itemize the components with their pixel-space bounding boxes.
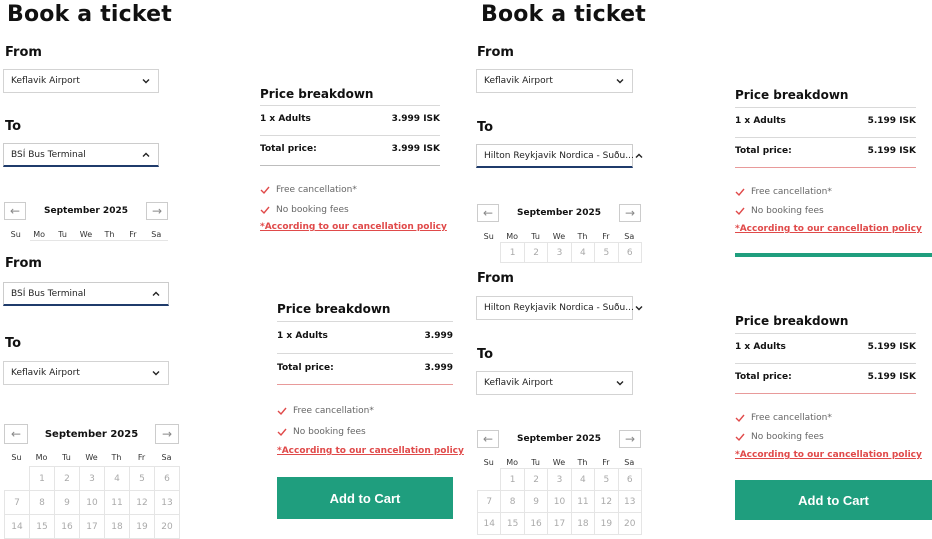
prev-month-button[interactable] — [477, 430, 499, 448]
calendar-empty-cell — [4, 466, 30, 491]
feature-no-booking-fees — [277, 427, 366, 437]
weekday: Mo — [506, 232, 519, 241]
add-to-cart-button[interactable]: Add to Cart — [277, 477, 453, 519]
weekday: Sa — [161, 453, 172, 462]
price-row-adults — [735, 116, 916, 126]
feature-no-booking-fees — [260, 205, 349, 215]
weekday: We — [552, 458, 566, 467]
price-item-label: 1 x Adults — [735, 342, 786, 352]
feature-text: Free cancellation* — [293, 406, 374, 416]
arrow-right-icon: → — [624, 206, 636, 220]
chevron-up-icon — [634, 151, 644, 161]
price-item-value: 3.999 — [424, 331, 453, 341]
page-title: Book a ticket — [481, 2, 646, 27]
weekday: Fr — [129, 230, 137, 239]
cancellation-policy-link[interactable]: *According to our cancellation policy — [735, 450, 922, 460]
weekday: Su — [11, 453, 22, 462]
weekday: Fr — [602, 232, 610, 241]
return-calendar-header — [4, 424, 179, 444]
from-label: From — [5, 45, 42, 60]
divider — [735, 333, 916, 334]
return-to-select[interactable] — [3, 361, 169, 385]
calendar-day[interactable]: 19 — [594, 512, 618, 535]
calendar-month: September 2025 — [44, 428, 139, 440]
return-to-select-value: Keflavik Airport — [484, 378, 553, 388]
price-breakdown-title: Price breakdown — [277, 302, 391, 316]
price-breakdown-title: Price breakdown — [260, 87, 374, 101]
calendar-day[interactable]: 5 — [594, 242, 618, 263]
add-to-cart-button[interactable]: Add to Cart — [735, 480, 932, 520]
price-row-total — [260, 144, 440, 154]
price-item-value: 3.999 ISK — [391, 114, 440, 124]
next-month-button[interactable] — [146, 202, 168, 220]
calendar-day[interactable]: 17 — [547, 512, 571, 535]
feature-text: Free cancellation* — [751, 413, 832, 423]
calendar-day[interactable]: 16 — [54, 514, 80, 539]
calendar-day[interactable]: 12 — [594, 490, 618, 513]
calendar-day[interactable]: 8 — [29, 490, 55, 515]
from-select-value: Keflavik Airport — [484, 76, 553, 86]
check-icon — [735, 414, 745, 422]
calendar-viewport — [4, 466, 179, 532]
return-to-label: To — [5, 336, 22, 351]
calendar-day[interactable]: 2 — [54, 466, 80, 491]
calendar-empty-cell — [477, 468, 501, 491]
calendar-viewport — [477, 468, 641, 529]
divider — [277, 321, 453, 322]
arrow-right-icon: → — [624, 432, 636, 446]
feature-text: No booking fees — [751, 206, 824, 216]
calendar-day[interactable]: 3 — [79, 466, 105, 491]
arrow-right-icon: → — [161, 427, 173, 441]
weekday: We — [552, 232, 566, 241]
weekday: Mo — [506, 458, 519, 467]
total-value: 5.199 ISK — [867, 372, 916, 382]
weekday: Sa — [624, 232, 635, 241]
calendar-day[interactable]: 7 — [4, 490, 30, 515]
chevron-down-icon — [151, 368, 161, 378]
calendar-day[interactable]: 1 — [500, 468, 524, 491]
calendar-day[interactable]: 1 — [29, 466, 55, 491]
weekday: Tu — [531, 458, 540, 467]
feature-free-cancellation — [260, 185, 357, 195]
calendar-day[interactable]: 19 — [129, 514, 155, 539]
prev-month-button[interactable] — [477, 204, 499, 222]
add-to-cart-button-edge[interactable] — [735, 253, 932, 257]
price-row-total — [735, 372, 916, 382]
feature-no-booking-fees — [735, 432, 824, 442]
calendar-day[interactable]: 6 — [618, 468, 642, 491]
weekday: Sa — [151, 230, 162, 239]
calendar-day[interactable]: 12 — [129, 490, 155, 515]
chevron-down-icon — [634, 303, 644, 313]
calendar-month: September 2025 — [517, 208, 601, 218]
weekday: Fr — [602, 458, 610, 467]
cancellation-policy-link[interactable]: *According to our cancellation policy — [735, 224, 922, 234]
weekday: Tu — [58, 230, 67, 239]
calendar-day[interactable]: 4 — [104, 466, 130, 491]
divider — [277, 353, 453, 354]
feature-text: No booking fees — [293, 427, 366, 437]
from-label: From — [477, 45, 514, 60]
return-from-select[interactable] — [3, 282, 169, 306]
calendar-day[interactable]: 6 — [154, 466, 180, 491]
price-row-total — [735, 146, 916, 156]
total-value: 5.199 ISK — [867, 146, 916, 156]
feature-free-cancellation — [735, 187, 832, 197]
check-icon — [277, 428, 287, 436]
calendar-month: September 2025 — [44, 206, 128, 216]
calendar-day[interactable]: 3 — [547, 468, 571, 491]
weekday-row — [4, 453, 179, 462]
feature-text: Free cancellation* — [276, 185, 357, 195]
arrow-left-icon: ← — [9, 204, 21, 218]
calendar-day[interactable]: 2 — [524, 468, 548, 491]
feature-text: No booking fees — [276, 205, 349, 215]
arrow-left-icon: ← — [10, 427, 22, 441]
weekday: We — [79, 230, 93, 239]
weekday: Th — [104, 230, 115, 239]
divider — [260, 135, 440, 136]
weekday: Th — [577, 232, 588, 241]
divider — [735, 137, 916, 138]
check-icon — [735, 188, 745, 196]
calendar-day[interactable]: 1 — [500, 242, 524, 263]
price-item-label: 1 x Adults — [735, 116, 786, 126]
arrow-left-icon: ← — [482, 206, 494, 220]
calendar-grid — [477, 468, 641, 534]
calendar-grid-edge — [30, 240, 168, 241]
weekday: Su — [483, 458, 494, 467]
check-icon — [735, 433, 745, 441]
divider — [735, 167, 916, 168]
next-month-button[interactable] — [619, 204, 641, 222]
weekday-row — [477, 232, 641, 241]
weekday: Su — [483, 232, 494, 241]
divider — [260, 105, 440, 106]
weekday: Th — [111, 453, 122, 462]
divider — [735, 107, 916, 108]
calendar-grid — [477, 242, 641, 262]
return-from-label: From — [5, 256, 42, 271]
calendar-day[interactable]: 3 — [547, 242, 571, 263]
chevron-up-icon — [141, 150, 151, 160]
calendar-day[interactable]: 9 — [524, 490, 548, 513]
price-row-total — [277, 363, 453, 373]
total-label: Total price: — [735, 372, 792, 382]
weekday: We — [85, 453, 98, 462]
prev-month-button[interactable] — [4, 424, 28, 444]
calendar-day[interactable]: 18 — [104, 514, 130, 539]
weekday-row — [477, 458, 641, 467]
calendar-day[interactable]: 11 — [571, 490, 595, 513]
calendar-day[interactable]: 11 — [104, 490, 130, 515]
calendar-day[interactable]: 20 — [618, 512, 642, 535]
total-label: Total price: — [277, 363, 334, 373]
chevron-down-icon — [615, 378, 625, 388]
to-select-value: BSÍ Bus Terminal — [11, 149, 86, 160]
calendar-day[interactable]: 4 — [571, 468, 595, 491]
calendar-day[interactable]: 5 — [594, 468, 618, 491]
return-to-select[interactable] — [476, 371, 633, 395]
check-icon — [277, 407, 287, 415]
calendar-day[interactable]: 6 — [618, 242, 642, 263]
calendar-day[interactable]: 9 — [54, 490, 80, 515]
chevron-down-icon — [615, 76, 625, 86]
price-row-adults — [735, 342, 916, 352]
next-month-button[interactable] — [619, 430, 641, 448]
total-label: Total price: — [260, 144, 317, 154]
arrow-right-icon: → — [151, 204, 163, 218]
weekday: Tu — [62, 453, 71, 462]
weekday: Fr — [137, 453, 146, 462]
calendar-month: September 2025 — [517, 434, 601, 444]
next-month-button[interactable] — [155, 424, 179, 444]
calendar-day[interactable]: 15 — [500, 512, 524, 535]
calendar-day[interactable]: 10 — [547, 490, 571, 513]
price-row-adults — [260, 114, 440, 124]
divider — [735, 393, 916, 394]
check-icon — [260, 206, 270, 214]
calendar-day[interactable]: 7 — [477, 490, 501, 513]
calendar-day[interactable]: 5 — [129, 466, 155, 491]
feature-free-cancellation — [277, 406, 374, 416]
calendar-day[interactable]: 13 — [618, 490, 642, 513]
calendar-grid — [4, 466, 179, 538]
cancellation-policy-link[interactable]: *According to our cancellation policy — [260, 222, 447, 232]
calendar-day[interactable]: 4 — [571, 242, 595, 263]
calendar-day[interactable]: 15 — [29, 514, 55, 539]
return-from-label: From — [477, 271, 514, 286]
calendar-day[interactable]: 18 — [571, 512, 595, 535]
total-value: 3.999 ISK — [391, 144, 440, 154]
price-breakdown-title: Price breakdown — [735, 314, 849, 328]
from-select-value: Keflavik Airport — [11, 76, 80, 86]
return-to-label: To — [477, 347, 494, 362]
divider — [277, 384, 453, 385]
calendar-day[interactable]: 16 — [524, 512, 548, 535]
weekday: Th — [577, 458, 588, 467]
calendar-viewport — [477, 242, 641, 262]
prev-month-button[interactable] — [4, 202, 26, 220]
calendar-empty-cell — [477, 242, 501, 263]
chevron-up-icon — [151, 289, 161, 299]
price-breakdown-title: Price breakdown — [735, 88, 849, 102]
feature-no-booking-fees — [735, 206, 824, 216]
price-item-label: 1 x Adults — [260, 114, 311, 124]
to-label: To — [477, 120, 494, 135]
total-label: Total price: — [735, 146, 792, 156]
calendar-day[interactable]: 17 — [79, 514, 105, 539]
arrow-left-icon: ← — [482, 432, 494, 446]
feature-free-cancellation — [735, 413, 832, 423]
page-title: Book a ticket — [7, 2, 172, 27]
calendar-day[interactable]: 14 — [477, 512, 501, 535]
weekday: Mo — [35, 453, 48, 462]
to-select-value: Hilton Reykjavik Nordica - Suðu... — [484, 150, 634, 161]
calendar-day[interactable]: 10 — [79, 490, 105, 515]
calendar-header — [477, 204, 641, 222]
weekday: Sa — [624, 458, 635, 467]
to-select[interactable] — [476, 144, 633, 168]
divider — [735, 363, 916, 364]
from-select[interactable] — [476, 69, 633, 93]
to-select[interactable] — [3, 143, 159, 167]
price-row-adults — [277, 331, 453, 341]
feature-text: Free cancellation* — [751, 187, 832, 197]
return-calendar-header — [477, 430, 641, 448]
calendar-day[interactable]: 14 — [4, 514, 30, 539]
weekday: Mo — [33, 230, 46, 239]
check-icon — [260, 186, 270, 194]
chevron-down-icon — [141, 76, 151, 86]
cancellation-policy-link[interactable]: *According to our cancellation policy — [277, 446, 464, 456]
weekday: Tu — [531, 232, 540, 241]
weekday-row — [4, 230, 168, 239]
calendar-day[interactable]: 20 — [154, 514, 180, 539]
return-from-select[interactable] — [476, 296, 633, 320]
return-from-select-value: Hilton Reykjavik Nordica - Suðu... — [484, 303, 634, 313]
price-item-label: 1 x Adults — [277, 331, 328, 341]
price-item-value: 5.199 ISK — [867, 342, 916, 352]
check-icon — [735, 207, 745, 215]
price-item-value: 5.199 ISK — [867, 116, 916, 126]
to-label: To — [5, 119, 22, 134]
calendar-header — [4, 202, 168, 220]
calendar-day[interactable]: 13 — [154, 490, 180, 515]
from-select[interactable] — [3, 69, 159, 93]
calendar-day[interactable]: 8 — [500, 490, 524, 513]
total-value: 3.999 — [424, 363, 453, 373]
feature-text: No booking fees — [751, 432, 824, 442]
return-from-select-value: BSÍ Bus Terminal — [11, 288, 86, 299]
divider — [260, 165, 440, 166]
return-to-select-value: Keflavik Airport — [11, 368, 80, 378]
calendar-day[interactable]: 2 — [524, 242, 548, 263]
weekday: Su — [10, 230, 21, 239]
